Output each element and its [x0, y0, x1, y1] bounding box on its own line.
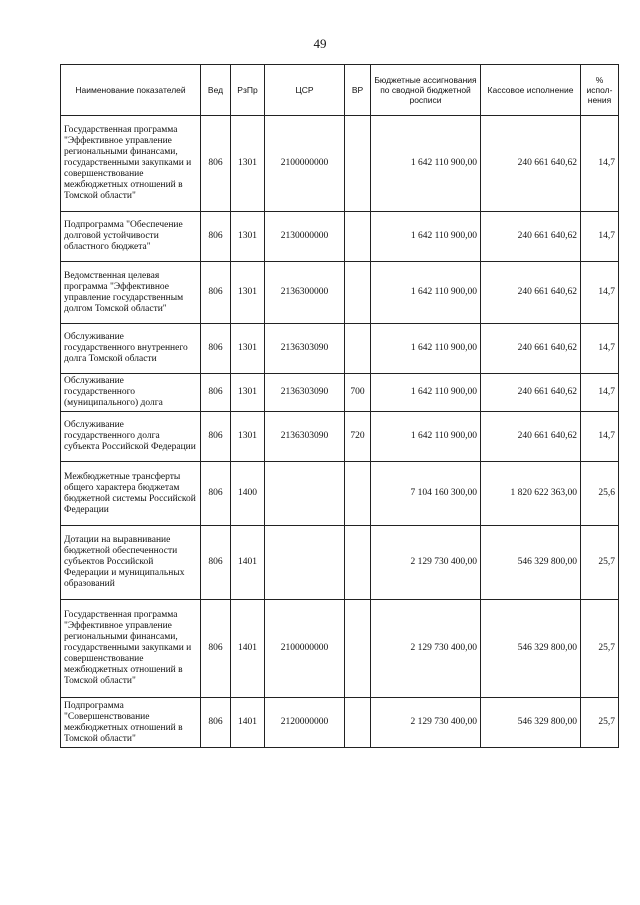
- cell-vr: [345, 262, 371, 324]
- cell-ved: 806: [201, 526, 231, 600]
- cell-name: Межбюджетные трансферты общего характера бюджетам бюджетной системы Российской Федерации: [61, 462, 201, 526]
- cell-name: Обслуживание государственного внутреннего долга Томской области: [61, 324, 201, 374]
- cell-csr: 2136300000: [265, 262, 345, 324]
- cell-csr: 2136303090: [265, 324, 345, 374]
- cell-csr: 2100000000: [265, 116, 345, 212]
- cell-ved: 806: [201, 262, 231, 324]
- cell-rzpr: 1400: [231, 462, 265, 526]
- cell-vr: [345, 526, 371, 600]
- cell-percent: 25,7: [581, 600, 619, 698]
- cell-name: Обслуживание государственного (муниципального) долга: [61, 374, 201, 412]
- column-header-csr: ЦСР: [265, 65, 345, 116]
- cell-percent: 14,7: [581, 212, 619, 262]
- table-row: [61, 212, 619, 262]
- column-header-rzpr: РзПр: [231, 65, 265, 116]
- cell-vr: [345, 600, 371, 698]
- cell-vr: 700: [345, 374, 371, 412]
- cell-percent: 14,7: [581, 262, 619, 324]
- cell-rzpr: 1301: [231, 212, 265, 262]
- cell-execution: 546 329 800,00: [481, 526, 581, 600]
- cell-name: Государственная программа "Эффективное управление региональными финансами, государственными закупками и совершенствование межбюджетных отношений в Томской области": [61, 116, 201, 212]
- table-row: [61, 412, 619, 462]
- cell-vr: [345, 116, 371, 212]
- cell-percent: 25,6: [581, 462, 619, 526]
- cell-rzpr: 1401: [231, 698, 265, 748]
- cell-assignments: 1 642 110 900,00: [371, 324, 481, 374]
- cell-rzpr: 1301: [231, 412, 265, 462]
- cell-assignments: 1 642 110 900,00: [371, 262, 481, 324]
- cell-csr: [265, 526, 345, 600]
- cell-execution: 240 661 640,62: [481, 212, 581, 262]
- cell-csr: 2130000000: [265, 212, 345, 262]
- column-header-execution: Кассовое исполнение: [481, 65, 581, 116]
- cell-rzpr: 1401: [231, 600, 265, 698]
- cell-rzpr: 1301: [231, 324, 265, 374]
- cell-ved: 806: [201, 600, 231, 698]
- cell-execution: 546 329 800,00: [481, 698, 581, 748]
- table-row: [61, 600, 619, 698]
- column-header-vr: ВР: [345, 65, 371, 116]
- cell-rzpr: 1301: [231, 374, 265, 412]
- cell-vr: [345, 462, 371, 526]
- cell-csr: 2120000000: [265, 698, 345, 748]
- cell-csr: 2136303090: [265, 412, 345, 462]
- cell-vr: [345, 698, 371, 748]
- cell-execution: 240 661 640,62: [481, 262, 581, 324]
- cell-assignments: 1 642 110 900,00: [371, 116, 481, 212]
- table-row: [61, 526, 619, 600]
- cell-percent: 14,7: [581, 116, 619, 212]
- cell-percent: 25,7: [581, 526, 619, 600]
- cell-name: Подпрограмма "Обеспечение долговой устойчивости областного бюджета": [61, 212, 201, 262]
- cell-execution: 240 661 640,62: [481, 374, 581, 412]
- cell-ved: 806: [201, 698, 231, 748]
- cell-execution: 546 329 800,00: [481, 600, 581, 698]
- table-row: [61, 262, 619, 324]
- cell-csr: 2100000000: [265, 600, 345, 698]
- cell-rzpr: 1301: [231, 116, 265, 212]
- column-header-name: Наименование показателей: [61, 65, 201, 116]
- cell-name: Подпрограмма "Совершенствование межбюджетных отношений в Томской области": [61, 698, 201, 748]
- cell-ved: 806: [201, 462, 231, 526]
- column-header-ved: Вед: [201, 65, 231, 116]
- cell-assignments: 2 129 730 400,00: [371, 526, 481, 600]
- cell-execution: 240 661 640,62: [481, 116, 581, 212]
- cell-vr: [345, 324, 371, 374]
- cell-ved: 806: [201, 412, 231, 462]
- cell-csr: 2136303090: [265, 374, 345, 412]
- cell-percent: 14,7: [581, 412, 619, 462]
- cell-ved: 806: [201, 116, 231, 212]
- cell-execution: 240 661 640,62: [481, 412, 581, 462]
- cell-name: Ведомственная целевая программа "Эффективное управление государственным долгом Томской области": [61, 262, 201, 324]
- cell-rzpr: 1301: [231, 262, 265, 324]
- cell-assignments: 2 129 730 400,00: [371, 698, 481, 748]
- cell-percent: 25,7: [581, 698, 619, 748]
- cell-assignments: 1 642 110 900,00: [371, 374, 481, 412]
- cell-assignments: 2 129 730 400,00: [371, 600, 481, 698]
- cell-name: Государственная программа "Эффективное управление региональными финансами, государственными закупками и совершенствование межбюджетных отношений в Томской области": [61, 600, 201, 698]
- table-row: [61, 462, 619, 526]
- column-header-percent: % испол-нения: [581, 65, 619, 116]
- budget-table: [60, 64, 619, 748]
- cell-percent: 14,7: [581, 374, 619, 412]
- cell-percent: 14,7: [581, 324, 619, 374]
- cell-name: Обслуживание государственного долга субъекта Российской Федерации: [61, 412, 201, 462]
- cell-rzpr: 1401: [231, 526, 265, 600]
- cell-execution: 240 661 640,62: [481, 324, 581, 374]
- cell-vr: 720: [345, 412, 371, 462]
- cell-assignments: 7 104 160 300,00: [371, 462, 481, 526]
- cell-vr: [345, 212, 371, 262]
- table-row: [61, 374, 619, 412]
- cell-ved: 806: [201, 374, 231, 412]
- table-row: [61, 324, 619, 374]
- cell-execution: 1 820 622 363,00: [481, 462, 581, 526]
- column-header-assignments: Бюджетные ассигнования по сводной бюджетной росписи: [371, 65, 481, 116]
- cell-ved: 806: [201, 324, 231, 374]
- table-row: [61, 698, 619, 748]
- cell-csr: [265, 462, 345, 526]
- cell-assignments: 1 642 110 900,00: [371, 412, 481, 462]
- table-header-row: [61, 65, 619, 116]
- table-row: [61, 116, 619, 212]
- page-number: 49: [313, 36, 327, 51]
- cell-name: Дотации на выравнивание бюджетной обеспеченности субъектов Российской Федерации и муниципальных образований: [61, 526, 201, 600]
- cell-ved: 806: [201, 212, 231, 262]
- cell-assignments: 1 642 110 900,00: [371, 212, 481, 262]
